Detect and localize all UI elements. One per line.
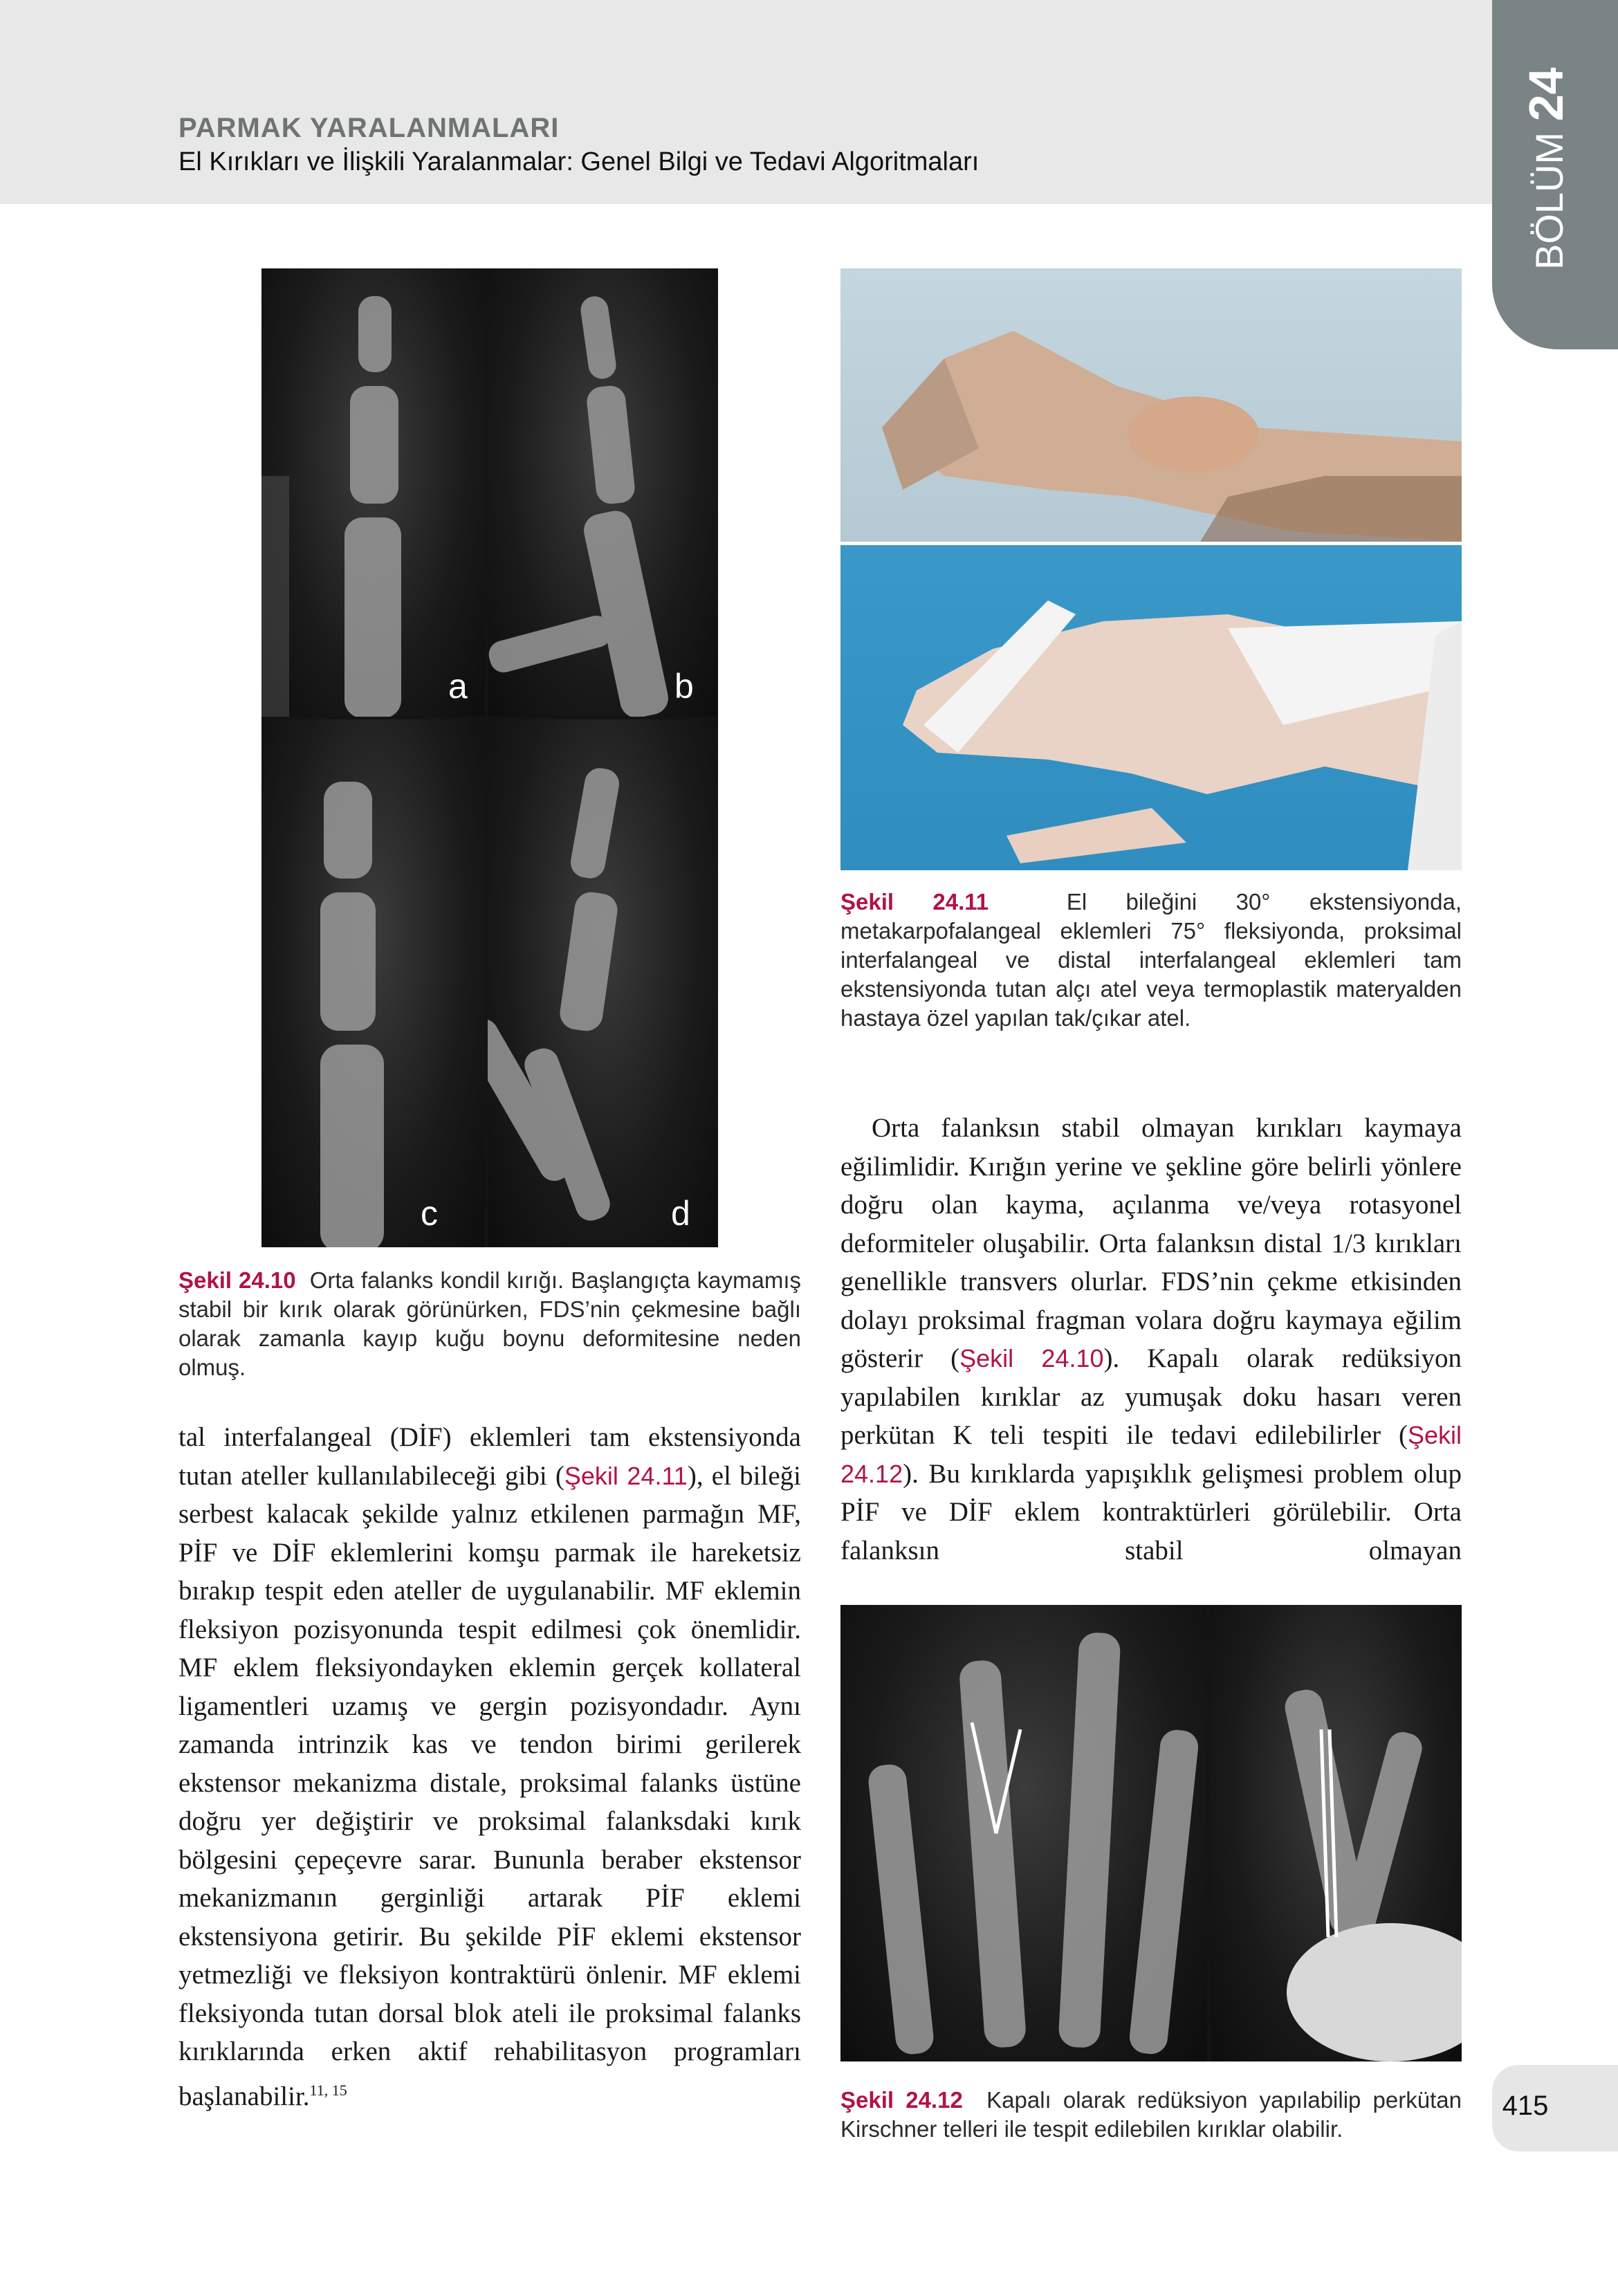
xray-panel-b	[488, 268, 718, 717]
finger-bones-a	[261, 268, 485, 717]
figure-reference-link[interactable]: Şekil 24.10	[959, 1344, 1104, 1372]
xray-panel-right	[1211, 1605, 1462, 2061]
xray-panel-a	[261, 268, 485, 717]
thermoplastic-splint-illustration	[840, 545, 1462, 870]
paragraph-text: Orta falanksın stabil olmayan kırıkları kaymaya eğilimlidir. Kırığın yerine ve şekline göre belirli yönlere doğru olan kayma, açılanma ve/veya rotasyonel deformiteler oluşabilir. Orta falanksın distal 1/3 kırıkları genellikle transvers olurlar. FDS’nin çekme etkisinden dolayı proksimal fragman volara doğru kaymaya eğilim gösterir (	[840, 1113, 1462, 1373]
paragraph-text: ). Bu kırıklarda yapışıklık gelişmesi problem olup PİF ve DİF eklem kontraktürleri görülebilir. Orta falanksın stabil olmayan	[840, 1458, 1462, 1565]
right-column-text	[840, 1109, 1462, 1570]
paragraph-text: tal interfalangeal (DİF) eklemleri tam ekstensiyonda tutan ateller kullanılabileceği gibi (	[178, 1422, 801, 1491]
hand-bones-left	[840, 1605, 1207, 2061]
figure-24-12-caption	[840, 2086, 1462, 2144]
chapter-word: BÖLÜM	[1527, 131, 1571, 270]
running-title: PARMAK YARALANMALARI	[178, 113, 560, 143]
hand-bones-right	[1211, 1605, 1462, 2061]
paragraph	[178, 1418, 801, 2115]
panel-label-d: d	[671, 1194, 690, 1233]
figure-24-12-image	[840, 1605, 1462, 2061]
figure-24-11-caption	[840, 888, 1462, 1033]
chapter-number: 24	[1519, 67, 1573, 122]
figure-24-10-image	[261, 268, 718, 1247]
figure-24-10-caption	[178, 1266, 801, 1382]
chapter-label	[1518, 62, 1574, 270]
finger-bones-b	[488, 268, 718, 717]
running-subtitle: El Kırıkları ve İlişkili Yaralanmalar: Genel Bilgi ve Tedavi Algoritmaları	[178, 147, 980, 176]
caption-label: Şekil 24.11	[840, 889, 989, 915]
paragraph-text: ). Kapalı olarak redüksiyon yapılabilen kırıklar az yumuşak doku hasarı veren perkütan K teli tespiti ile tedavi edilebilirler (	[840, 1343, 1462, 1450]
xray-panel-left	[840, 1605, 1207, 2061]
xray-panel-c	[261, 719, 485, 1247]
xray-panel-d	[488, 719, 718, 1247]
panel-label-b: b	[674, 667, 694, 706]
figure-24-11-photo-top	[840, 268, 1462, 542]
caption-label: Şekil 24.12	[840, 2087, 963, 2113]
paragraph-text: ), el bileği serbest kalacak şekilde yalnız etkilenen parmağın MF, PİF ve DİF eklemlerini komşu parmak ile hareketsiz bırakıp tespit eden ateller de uygulanabilir. MF eklemin fleksiyon pozisyonunda tespit edilmesi çok önemlidir. MF eklem fleksiyondayken eklemin gerçek kollateral ligamentleri uzamış ve gergin pozisyondadır. Aynı zamanda intrinzik kas ve tendon birimi gerilerek ekstensor mekanizma distale, proksimal falanks üstüne doğru yer değiştirir ve proksimal falanksdaki kırık bölgesini çepeçevre sarar. Bununla beraber ekstensor mekanizmanın gerginliği artarak PİF eklemi ekstensiyona getirir. Bu şekilde PİF eklemi ekstensor yetmezliği ve fleksiyon kontraktürü önlenir. MF eklemi fleksiyonda tutan dorsal blok ateli ile proksimal falanks kırıklarında erken aktif rehabilitasyon programları başlanabilir.	[178, 1460, 801, 2111]
cast-illustration	[840, 268, 1462, 542]
figure-reference-link[interactable]: Şekil 24.11	[564, 1461, 688, 1490]
page-number: 415	[1502, 2091, 1549, 2121]
citation-superscript: 11, 15	[309, 2081, 347, 2099]
caption-text: Kapalı olarak redüksiyon yapılabilip perkütan Kirschner telleri ile tespit edilebilen kırıklar olabilir.	[840, 2087, 1462, 2142]
finger-bones-c	[261, 719, 485, 1247]
panel-label-a: a	[448, 667, 468, 706]
caption-text: El bileğini 30° ekstensiyonda, metakarpofalangeal eklemleri 75° fleksiyonda, proksimal interfalangeal ve distal interfalangeal eklemleri tam ekstensiyonda tutan alçı atel veya termoplastik materyalden hastaya özel yapılan tak/çıkar atel.	[840, 889, 1462, 1031]
left-column-text	[178, 1418, 801, 2115]
paragraph	[840, 1109, 1462, 1570]
caption-label: Şekil 24.10	[178, 1267, 296, 1293]
panel-label-c: c	[421, 1194, 438, 1233]
figure-24-11-photo-bottom	[840, 545, 1462, 870]
finger-bones-d	[488, 719, 718, 1247]
figure-reference-link[interactable]: Şekil 24.12	[840, 1421, 1462, 1488]
caption-text: Orta falanks kondil kırığı. Başlangıçta kaymamış stabil bir kırık olarak görünürken, FDS’nin çekmesine bağlı olarak zamanla kayıp kuğu boynu deformitesine neden olmuş.	[178, 1267, 802, 1380]
